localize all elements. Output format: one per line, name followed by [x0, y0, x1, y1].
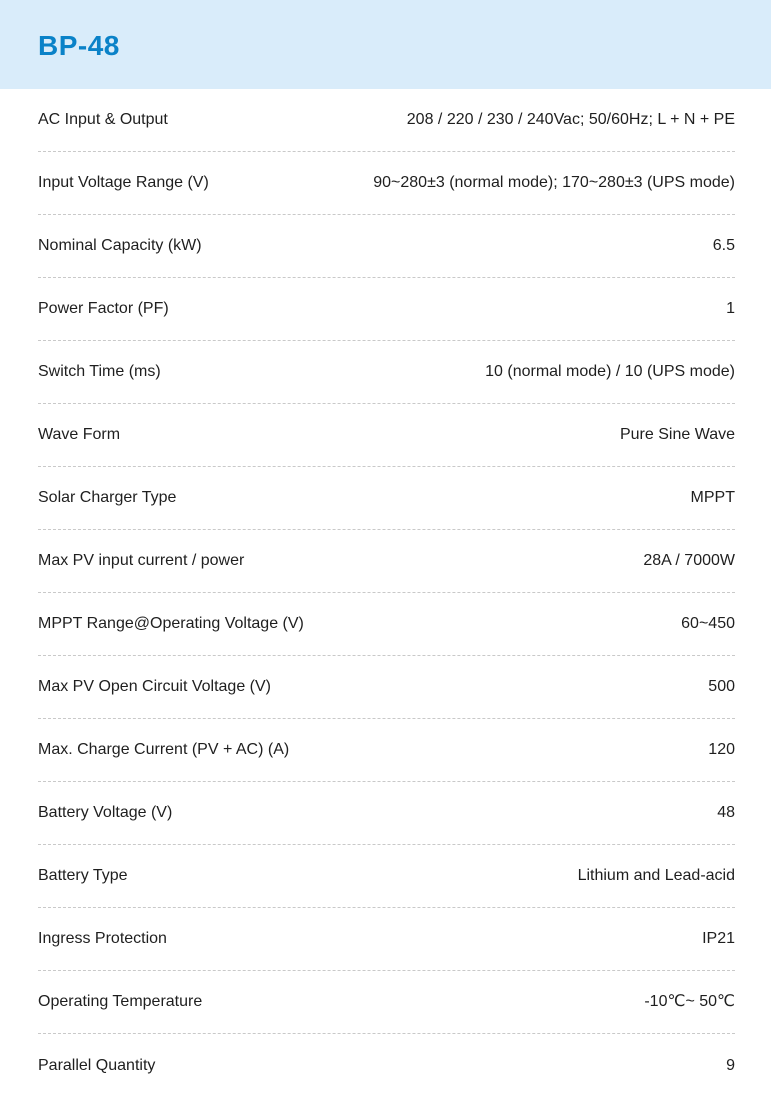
spec-value: Lithium and Lead-acid [577, 867, 735, 884]
spec-value: 6.5 [712, 237, 735, 254]
spec-row-solar-charger-type [38, 467, 735, 530]
spec-row-battery-voltage [38, 782, 735, 845]
spec-value: 10 (normal mode) / 10 (UPS mode) [485, 363, 735, 380]
spec-label: Max PV input current / power [38, 552, 245, 569]
spec-table [38, 89, 735, 1098]
spec-label: Input Voltage Range (V) [38, 174, 209, 191]
spec-row-power-factor [38, 278, 735, 341]
spec-value: -10℃~ 50℃ [644, 993, 735, 1010]
spec-label: Battery Type [38, 867, 128, 884]
spec-row-wave-form [38, 404, 735, 467]
spec-row-mppt-range [38, 593, 735, 656]
spec-row-nominal-capacity [38, 215, 735, 278]
spec-label: Max PV Open Circuit Voltage (V) [38, 678, 271, 695]
spec-label: Power Factor (PF) [38, 300, 169, 317]
spec-label: Solar Charger Type [38, 489, 177, 506]
page-header [0, 0, 771, 89]
spec-label: Operating Temperature [38, 993, 203, 1010]
spec-row-ingress-protection [38, 908, 735, 971]
spec-value: 500 [708, 678, 735, 695]
spec-value: 9 [726, 1057, 735, 1074]
spec-value: 1 [726, 300, 735, 317]
spec-value: MPPT [690, 489, 735, 506]
spec-row-input-voltage-range [38, 152, 735, 215]
spec-row-battery-type [38, 845, 735, 908]
spec-value: 120 [708, 741, 735, 758]
spec-label: Switch Time (ms) [38, 363, 161, 380]
spec-label: Nominal Capacity (kW) [38, 237, 202, 254]
spec-label: Ingress Protection [38, 930, 167, 947]
spec-row-max-charge-current [38, 719, 735, 782]
spec-label: AC Input & Output [38, 111, 168, 128]
spec-row-max-pv-input [38, 530, 735, 593]
spec-label: Max. Charge Current (PV + AC) (A) [38, 741, 290, 758]
product-title: BP-48 [38, 30, 120, 61]
spec-label: Battery Voltage (V) [38, 804, 173, 821]
spec-value: 208 / 220 / 230 / 240Vac; 50/60Hz; L + N + PE [406, 111, 735, 128]
spec-row-max-pv-open-circuit [38, 656, 735, 719]
spec-row-ac-input-output [38, 89, 735, 152]
spec-value: 90~280±3 (normal mode); 170~280±3 (UPS mode) [373, 174, 735, 191]
spec-value: 60~450 [681, 615, 735, 632]
spec-value: 28A / 7000W [643, 552, 735, 569]
spec-row-switch-time [38, 341, 735, 404]
spec-row-operating-temperature [38, 971, 735, 1034]
spec-label: Wave Form [38, 426, 121, 443]
spec-value: 48 [717, 804, 735, 821]
spec-label: MPPT Range@Operating Voltage (V) [38, 615, 304, 632]
spec-value: IP21 [702, 930, 735, 947]
spec-label: Parallel Quantity [38, 1057, 156, 1074]
spec-row-parallel-quantity [38, 1034, 735, 1098]
spec-value: Pure Sine Wave [619, 426, 735, 443]
